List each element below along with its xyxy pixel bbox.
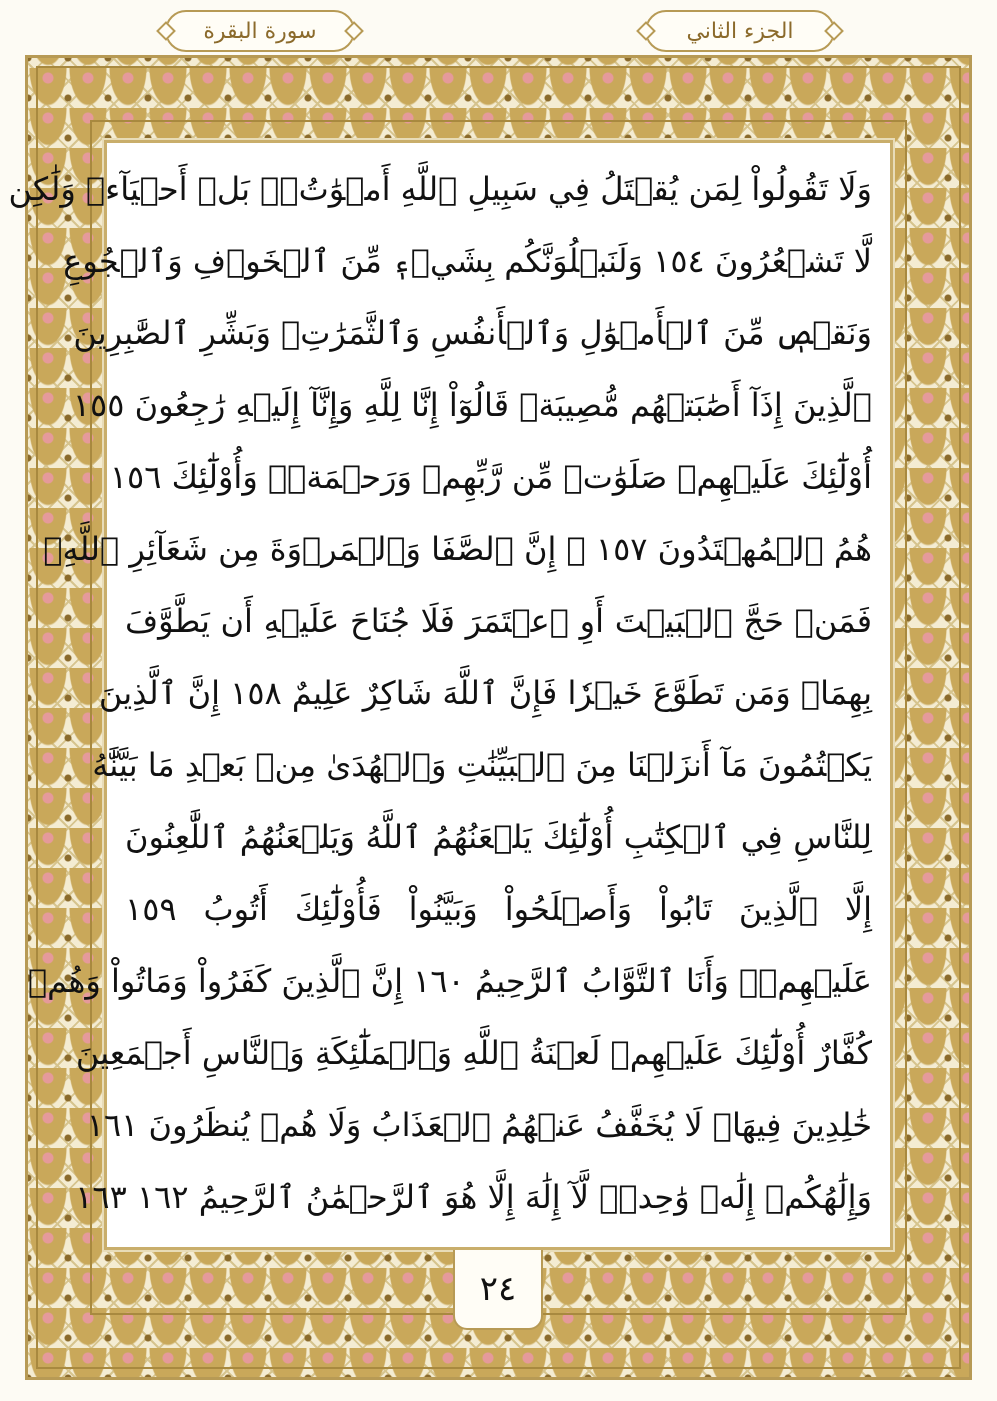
verse-line-9: يَكۡتُمُونَ مَآ أَنزَلۡنَا مِنَ ٱلۡبَيِّنَٰتِ وَٱلۡهُدَىٰ مِنۢ بَعۡدِ مَا بَيَّنَّٰهُ — [92, 746, 872, 784]
verse-line-11: إِلَّا ٱلَّذِينَ تَابُواْ وَأَصۡلَحُواْ وَبَيَّنُواْ فَأُوْلَٰٓئِكَ أَتُوبُ ١٥٩ — [125, 890, 872, 928]
verse-line-15: وَإِلَٰهُكُمۡ إِلَٰهٞ وَٰحِدٞۖ لَّآ إِلَٰهَ إِلَّا هُوَ ٱلرَّحۡمَٰنُ ٱلرَّحِيمُ ١٦٢ ١٦٣ — [75, 1178, 872, 1216]
juz-name: الجزء الثاني — [686, 18, 794, 44]
page-number-badge — [453, 1250, 543, 1330]
verse-line-3: وَنَقۡصٖ مِّنَ ٱلۡأَمۡوَٰلِ وَٱلۡأَنفُسِ وَٱلثَّمَرَٰتِۗ وَبَشِّرِ ٱلصَّٰبِرِينَ — [73, 314, 872, 352]
verse-line-4: ٱلَّذِينَ إِذَآ أَصَٰبَتۡهُم مُّصِيبَةٞ قَالُوٓاْ إِنَّا لِلَّهِ وَإِنَّآ إِلَيۡهِ رَٰجِعُونَ ١٥٥ — [72, 386, 872, 424]
surah-name-badge — [165, 10, 355, 52]
verse-line-7: فَمَنۡ حَجَّ ٱلۡبَيۡتَ أَوِ ٱعۡتَمَرَ فَلَا جُنَاحَ عَلَيۡهِ أَن يَطَّوَّفَ — [125, 602, 872, 640]
verse-line-10: لِلنَّاسِ فِي ٱلۡكِتَٰبِ أُوْلَٰٓئِكَ يَلۡعَنُهُمُ ٱللَّهُ وَيَلۡعَنُهُمُ ٱللَّٰعِنُونَ — [125, 818, 872, 856]
verse-line-5: أُوْلَٰٓئِكَ عَلَيۡهِمۡ صَلَوَٰتٞ مِّن رَّبِّهِمۡ وَرَحۡمَةٞۖ وَأُوْلَٰٓئِكَ ١٥٦ — [109, 458, 872, 496]
verse-text-panel — [8, 140, 893, 1250]
verse-line-12: عَلَيۡهِمۡۚ وَأَنَا ٱلتَّوَّابُ ٱلرَّحِيمُ ١٦٠ إِنَّ ٱلَّذِينَ كَفَرُواْ وَمَاتُواْ وَهُمۡ — [27, 962, 872, 1000]
juz-name-badge — [645, 10, 835, 52]
verse-line-2: لَّا تَشۡعُرُونَ ١٥٤ وَلَنَبۡلُوَنَّكُم بِشَيۡءٖ مِّنَ ٱلۡخَوۡفِ وَٱلۡجُوعِ — [63, 242, 872, 280]
page-number: ٢٤ — [479, 1269, 517, 1309]
verse-line-6: هُمُ ٱلۡمُهۡتَدُونَ ١٥٧ ۞ إِنَّ ٱلصَّفَا وَٱلۡمَرۡوَةَ مِن شَعَآئِرِ ٱللَّهِۖ — [43, 530, 872, 568]
verse-line-8: بِهِمَاۚ وَمَن تَطَوَّعَ خَيۡرٗا فَإِنَّ ٱللَّهَ شَاكِرٌ عَلِيمٌ ١٥٨ إِنَّ ٱلَّذِينَ — [98, 674, 872, 712]
verse-line-13: كُفَّارٌ أُوْلَٰٓئِكَ عَلَيۡهِمۡ لَعۡنَةُ ٱللَّهِ وَٱلۡمَلَٰٓئِكَةِ وَٱلنَّاسِ أَجۡمَعِينَ — [75, 1034, 872, 1072]
surah-name: سورة البقرة — [203, 18, 317, 44]
verse-line-1: وَلَا تَقُولُواْ لِمَن يُقۡتَلُ فِي سَبِيلِ ٱللَّهِ أَمۡوَٰتُۢۚ بَلۡ أَحۡيَآءٞ وَلَٰكِن — [8, 170, 872, 208]
verse-line-14: خَٰلِدِينَ فِيهَاۖ لَا يُخَفَّفُ عَنۡهُمُ ٱلۡعَذَابُ وَلَا هُمۡ يُنظَرُونَ ١٦١ — [86, 1106, 872, 1144]
